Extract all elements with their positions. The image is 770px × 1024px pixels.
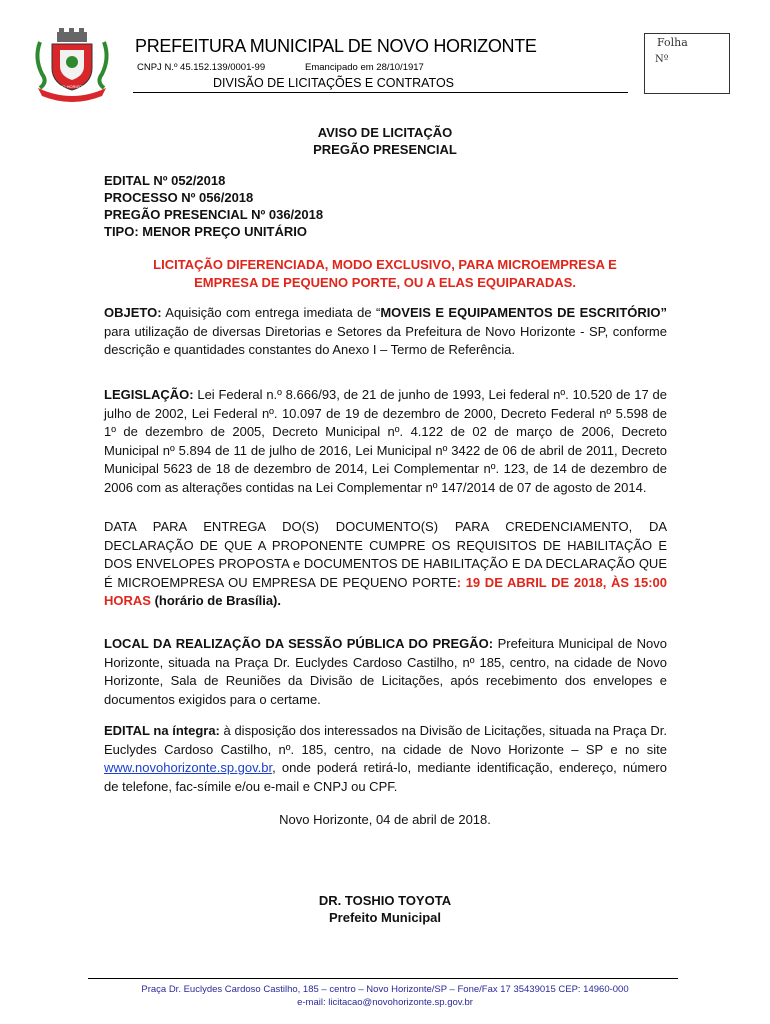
objeto-paragraph	[104, 304, 667, 360]
footer-address: Praça Dr. Euclydes Cardoso Castilho, 185 – centro – Novo Horizonte/SP – Fone/Fax 17 35439015 CEP: 14960-000	[141, 984, 629, 995]
emancipation-date: Emancipado em 28/10/1917	[305, 62, 424, 73]
place-date: Novo Horizonte, 04 de abril de 2018.	[279, 812, 491, 827]
folha-label: Folha	[657, 36, 688, 49]
objeto-highlight: MOVEIS E EQUIPAMENTOS DE ESCRITÓRIO”	[380, 305, 667, 320]
local-paragraph	[104, 635, 667, 709]
edital-integra-paragraph	[104, 722, 667, 796]
data-entrega-text: DATA PARA ENTREGA DO(S) DOCUMENTO(S) PARA CREDENCIAMENTO, DA DECLARAÇÃO DE QUE A PROPONENTE CUMPRE OS REQUISITOS DE HABILITAÇÃO E DOS ENVELOPES PROPOSTA e DOCUMENTOS DE HABILITAÇÃO E DA DECLARAÇÃO QUE É MICROEMPRESA OU EMPRESA DE PEQUENO PORTE	[104, 519, 667, 590]
legislacao-paragraph	[104, 386, 667, 498]
signer-role: Prefeito Municipal	[329, 910, 441, 925]
cnpj-text: CNPJ N.º 45.152.139/0001-99	[137, 62, 266, 73]
edital-integra-text-2: , onde poderá retirá-lo, mediante identificação, endereço, número de telefone, fac-símile e/ou e-mail e CNPJ ou CPF.	[104, 760, 667, 794]
footer-email: e-mail: licitacao@novohorizonte.sp.gov.br	[297, 997, 473, 1008]
municipality-title: PREFEITURA MUNICIPAL DE NOVO HORIZONTE	[135, 36, 537, 56]
data-entrega-paragraph	[104, 518, 667, 611]
notice-title: AVISO DE LICITAÇÃO	[317, 125, 453, 140]
data-entrega-date: : 19 DE ABRIL DE 2018, ÀS 15:00 HORAS	[104, 574, 668, 609]
signer-name: DR. TOSHIO TOYOTA	[318, 893, 452, 908]
objeto-text-2: para utilização de diversas Diretorias e Setores da Prefeitura de Novo Horizonte - SP, conforme descrição e quantidades constantes do Anexo I – Termo de Referência.	[104, 323, 667, 358]
diferenciada-line-1: LICITAÇÃO DIFERENCIADA, MODO EXCLUSIVO, PARA MICROEMPRESA E	[153, 257, 617, 272]
data-entrega-timezone: (horário de Brasília).	[150, 593, 281, 609]
edital-number: EDITAL Nº 052/2018	[104, 173, 226, 188]
local-label: LOCAL DA REALIZAÇÃO DA SESSÃO PÚBLICA DO PREGÃO:	[104, 636, 494, 651]
objeto-label: OBJETO:	[104, 305, 162, 320]
footer-rule	[88, 978, 678, 979]
legislacao-label: LEGISLAÇÃO:	[104, 387, 194, 402]
division-name: DIVISÃO DE LICITAÇÕES E CONTRATOS	[213, 76, 455, 90]
objeto-text-1: Aquisição com entrega imediata de “	[161, 305, 381, 320]
local-text: Prefeitura Municipal de Novo Horizonte, situada na Praça Dr. Euclydes Cardoso Castilho, nº 185, centro, na cidade de Novo Horizonte, Sala de Reuniões da Divisão de Licitações, após recebimento dos envelopes e documentos exigidos para o certame.	[104, 636, 667, 707]
notice-subtitle: PREGÃO PRESENCIAL	[313, 142, 457, 157]
folha-stamp-box	[644, 33, 730, 94]
legislacao-text: Lei Federal n.º 8.666/93, de 21 de junho de 1993, Lei federal nº. 10.520 de 17 de julho de 2002, Lei Federal nº. 10.097 de 19 de dezembro de 2000, Decreto Federal nº 5.598 de 1º de dezembro de 2005, Decreto Municipal nº. 4.122 de 02 de março de 2006, Decreto Municipal nº 5.894 de 11 de julho de 2016, Lei Municipal nº 3422 de 06 de abril de 2011, Decreto Municipal 5623 de 18 de dezembro de 2014, Lei Complementar nº. 123, de 14 de dezembro de 2006 com as alterações contidas na Lei Complementar nº 147/2014 de 07 de agosto de 2014.	[104, 387, 667, 495]
edital-integra-label: EDITAL na íntegra:	[104, 723, 220, 738]
municipal-crest-logo	[30, 28, 114, 102]
header-rule	[133, 92, 628, 93]
crest-motto: NOVO HORIZONTE	[53, 84, 91, 89]
processo-number: PROCESSO Nº 056/2018	[104, 190, 254, 205]
website-link[interactable]: www.novohorizonte.sp.gov.br	[104, 760, 273, 776]
folha-number-label: Nº	[655, 54, 669, 65]
diferenciada-line-2: EMPRESA DE PEQUENO PORTE, OU A ELAS EQUIPARADAS.	[194, 275, 576, 290]
edital-integra-text-1: à disposição dos interessados na Divisão de Licitações, situada na Praça Dr. Euclydes Cardoso Castilho, nº. 185, centro, na cidade de Novo Horizonte – SP e no site	[104, 723, 667, 757]
tipo-line: TIPO: MENOR PREÇO UNITÁRIO	[104, 224, 307, 239]
pregao-number: PREGÃO PRESENCIAL Nº 036/2018	[104, 207, 324, 222]
